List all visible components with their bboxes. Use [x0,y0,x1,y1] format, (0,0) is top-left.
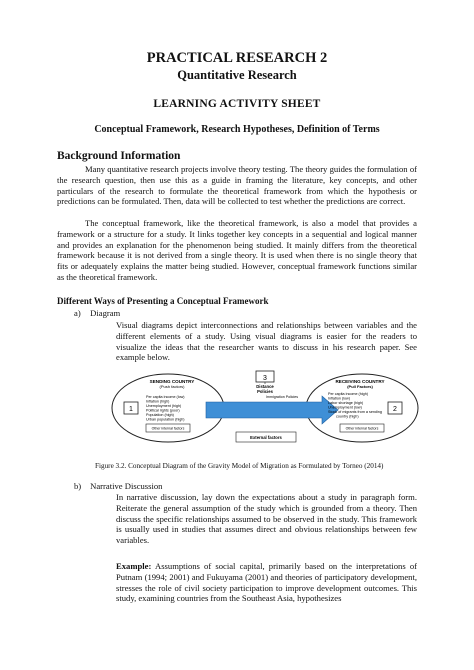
list-item-narrative-title: Narrative Discussion [90,481,163,491]
list-marker-a: a) [74,308,81,318]
receiving-item: Stock of migrants from a sending [328,410,382,414]
example-paragraph [116,561,417,604]
sending-item: Political rights (poor) [146,408,180,413]
sending-item: Inflation (high) [146,399,170,404]
ways-heading: Different Ways of Presenting a Conceptual Framework [57,296,269,306]
receiving-country-title: RECEIVING COUNTRY [335,379,385,384]
receiving-item: Per capita income (high) [328,392,368,396]
receiving-country-sub: (Pull Factors) [347,384,373,389]
figure-caption: Figure 3.2. Conceptual Diagram of the Gravity Model of Migration as Formulated by Torneo (2014) [95,462,384,470]
background-paragraph-1: Many quantitative research projects involve theory testing. The theory guides the formulation of the research question, then use this as a guide in framing the literature, key concepts, and other particulars of the research to formulate the theoretical framework from which the hypothesis or predictions can be formulated. Then, data will be collected to test whether the predictions are correct. [57,164,417,207]
sending-other-label: Other internal factors [151,426,185,431]
sending-item: Unemployment (high) [146,404,182,408]
sheet-title: LEARNING ACTIVITY SHEET [153,98,321,110]
policies-label: Policies [257,389,273,394]
immigration-policies-label: Immigration Policies [265,395,299,399]
list-item-diagram [74,308,120,318]
receiving-item: Unemployment (low) [328,405,362,410]
background-heading: Background Information [57,150,181,162]
diagram-description: Visual diagrams depict interconnections and relationships between variables and the different elements of a study. Using visual diagrams is easier for the readers to visualize the ideas that the researcher wants to discuss in his research paper. See example below. [116,320,417,363]
sending-item: Urban population (high) [146,417,185,422]
background-paragraph-2: The conceptual framework, like the theoretical framework, is also a model that provides a framework or a structure for a study. It links together key concepts in a sequential and logical manner and provides an explanation for the phenomenon being studied. It mainly differs from the theoretical framework because it is not derived from a single theory. It is used when there is no single theory that fits or adequately explains the matter being studied. However, conceptual framework functions similar as the theoretical framework. [57,218,417,282]
sending-item: Population (high) [146,413,174,417]
sending-country-title: SENDING COUNTRY [149,379,195,384]
sending-item: Per capita income (low) [146,395,185,399]
list-marker-b: b) [74,481,82,491]
box-2-label: 2 [393,406,397,413]
distance-label: Distance [256,384,274,389]
receiving-item: country (high) [336,414,359,419]
receiving-other-label: Other internal factors [345,426,379,431]
narrative-description: In narrative discussion, lay down the expectations about a study in paragraph form. Reiterate the general assumption of the study which is grounded from a theory. Then discuss the specific relationships assumed to be observed in the study. This framework is usually used in studies that assumes direct and obvious relationships between few variables. [116,492,417,546]
receiving-item: Inflation (low) [328,396,350,401]
document-subtitle: Quantitative Research [177,68,297,82]
sending-country-sub: (Push factors) [159,384,185,389]
box-3-label: 3 [263,375,267,382]
list-item-narrative [74,481,162,491]
example-text: Assumptions of social capital, primarily based on the interpretations of Putnam (1994; 2001) and Fukuyama (2001) and theories of participatory development, stresses the role of civil society participation to improve development outcomes. This study, examining countries from the Southeast Asia, hypothesizes [116,561,417,604]
list-item-diagram-title: Diagram [90,308,121,318]
box-1-label: 1 [129,406,133,413]
receiving-item: Labor shortage (high) [328,401,364,405]
external-factors-label: External factors [250,435,282,440]
gravity-model-diagram [110,368,422,452]
document-title: PRACTICAL RESEARCH 2 [146,50,328,66]
example-label: Example: [116,561,152,571]
topic-title: Conceptual Framework, Research Hypotheses, Definition of Terms [94,124,380,135]
